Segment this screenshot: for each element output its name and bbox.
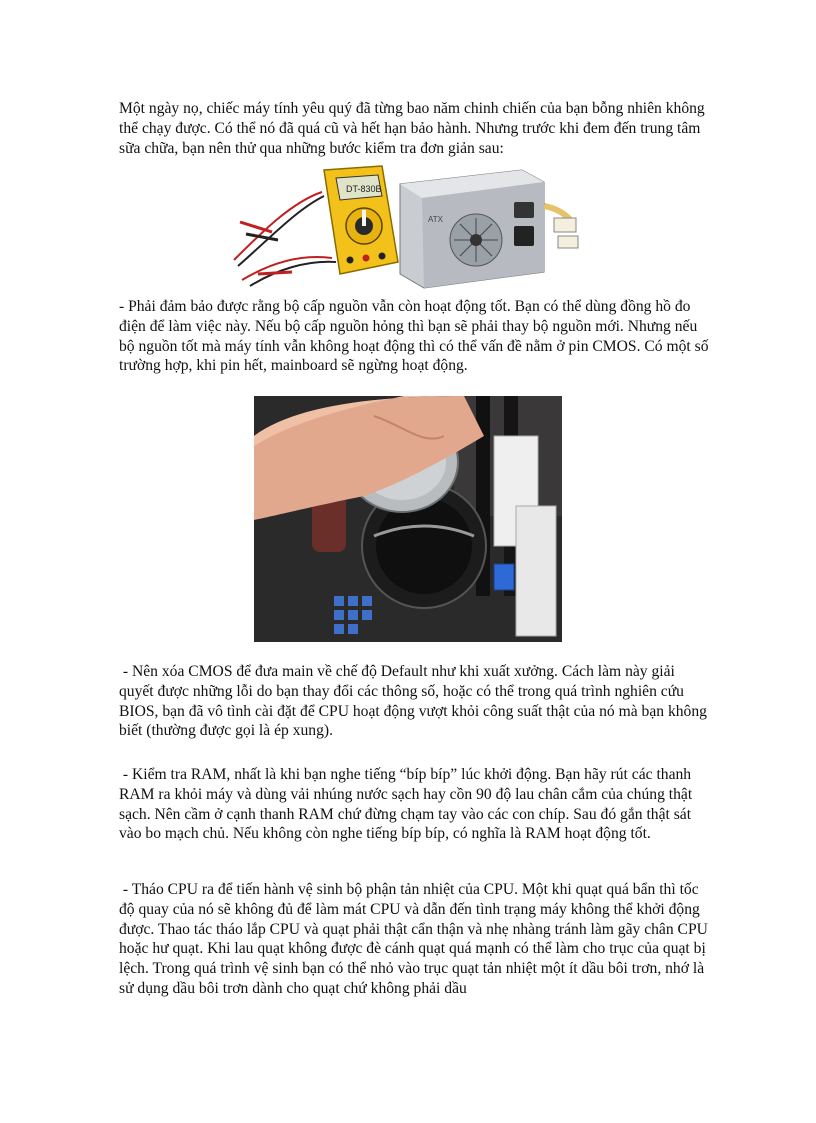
intro-paragraph: Một ngày nọ, chiếc máy tính yêu quý đã từng bao năm chinh chiến của bạn bỗng nhiên không thể chạy được. Có thể nó đã quá cũ và hết hạn bảo hành. Nhưng trước khi đem đến trung tâm sữa chữa, bạn nên thử qua những bước kiểm tra đơn giản sau: [119, 100, 709, 157]
probe-wires [234, 192, 336, 286]
psu-label: ATX [428, 215, 443, 224]
power-supply [400, 170, 578, 288]
paragraph-clean-cpu: - Tháo CPU ra để tiến hành vệ sinh bộ phận tản nhiệt của CPU. Một khi quạt quá bẩn thì tốc độ quay của nó sẽ không đủ để làm mát CPU và dẫn đến tình trạng máy không thể khởi động được. Thao tác tháo lắp CPU và quạt phải thật cẩn thận và nhẹ nhàng tránh làm gãy chân CPU hoặc hư quạt. Khi lau quạt không được đè cánh quạt quá mạnh có thể làm cho trục của quạt bị lệch. Trong quá trình vệ sinh bạn có thể nhỏ vào trục quạt tản nhiệt một ít dầu bôi trơn, nhớ là sử dụng dầu bôi trơn dành cho quạt chứ không phải dầu [119, 881, 712, 997]
multimeter-display-text: DT-830B [346, 184, 382, 194]
paragraph-check-ram: - Kiểm tra RAM, nhất là khi bạn nghe tiếng “bíp bíp” lúc khởi động. Bạn hãy rút các thanh RAM ra khỏi máy và dùng vải nhúng nước sạch hay cồn 90 độ lau chân cắm của chúng thật sạch. Nên cầm ở cạnh thanh RAM chứ đừng chạm tay vào các con chíp. Sau đó gắn thật sát vào bo mạch chủ. Nếu không còn nghe tiếng bíp bíp, có nghĩa là RAM hoạt động tốt. [119, 766, 697, 843]
paragraph-clear-cmos: - Nên xóa CMOS để đưa main về chế độ Default như khi xuất xưởng. Cách làm này giải quyết được những lỗi do bạn thay đổi các thông số, hoặc có thể trong quá trình nghiên cứu BIOS, bạn đã vô tình cài đặt để CPU hoạt động vượt khỏi công suất thật của nó mà bạn không biết (thường được gọi là ép xung). [119, 663, 711, 740]
paragraph-power-supply: - Phải đảm bảo được rằng bộ cấp nguồn vẫn còn hoạt động tốt. Bạn có thể dùng đồng hồ đo điện để làm việc này. Nếu bộ cấp nguồn hỏng thì bạn sẽ phải thay bộ nguồn mới. Nhưng nếu bộ nguồn tốt mà máy tính vẫn không hoạt động thì có thể vấn đề nằm ở pin CMOS. Có một số trường hợp, khi pin hết, mainboard sẽ ngừng hoạt động. [119, 298, 713, 375]
multimeter-psu-image [232, 162, 584, 290]
cmos-battery-image [254, 396, 562, 642]
multimeter [324, 166, 398, 274]
